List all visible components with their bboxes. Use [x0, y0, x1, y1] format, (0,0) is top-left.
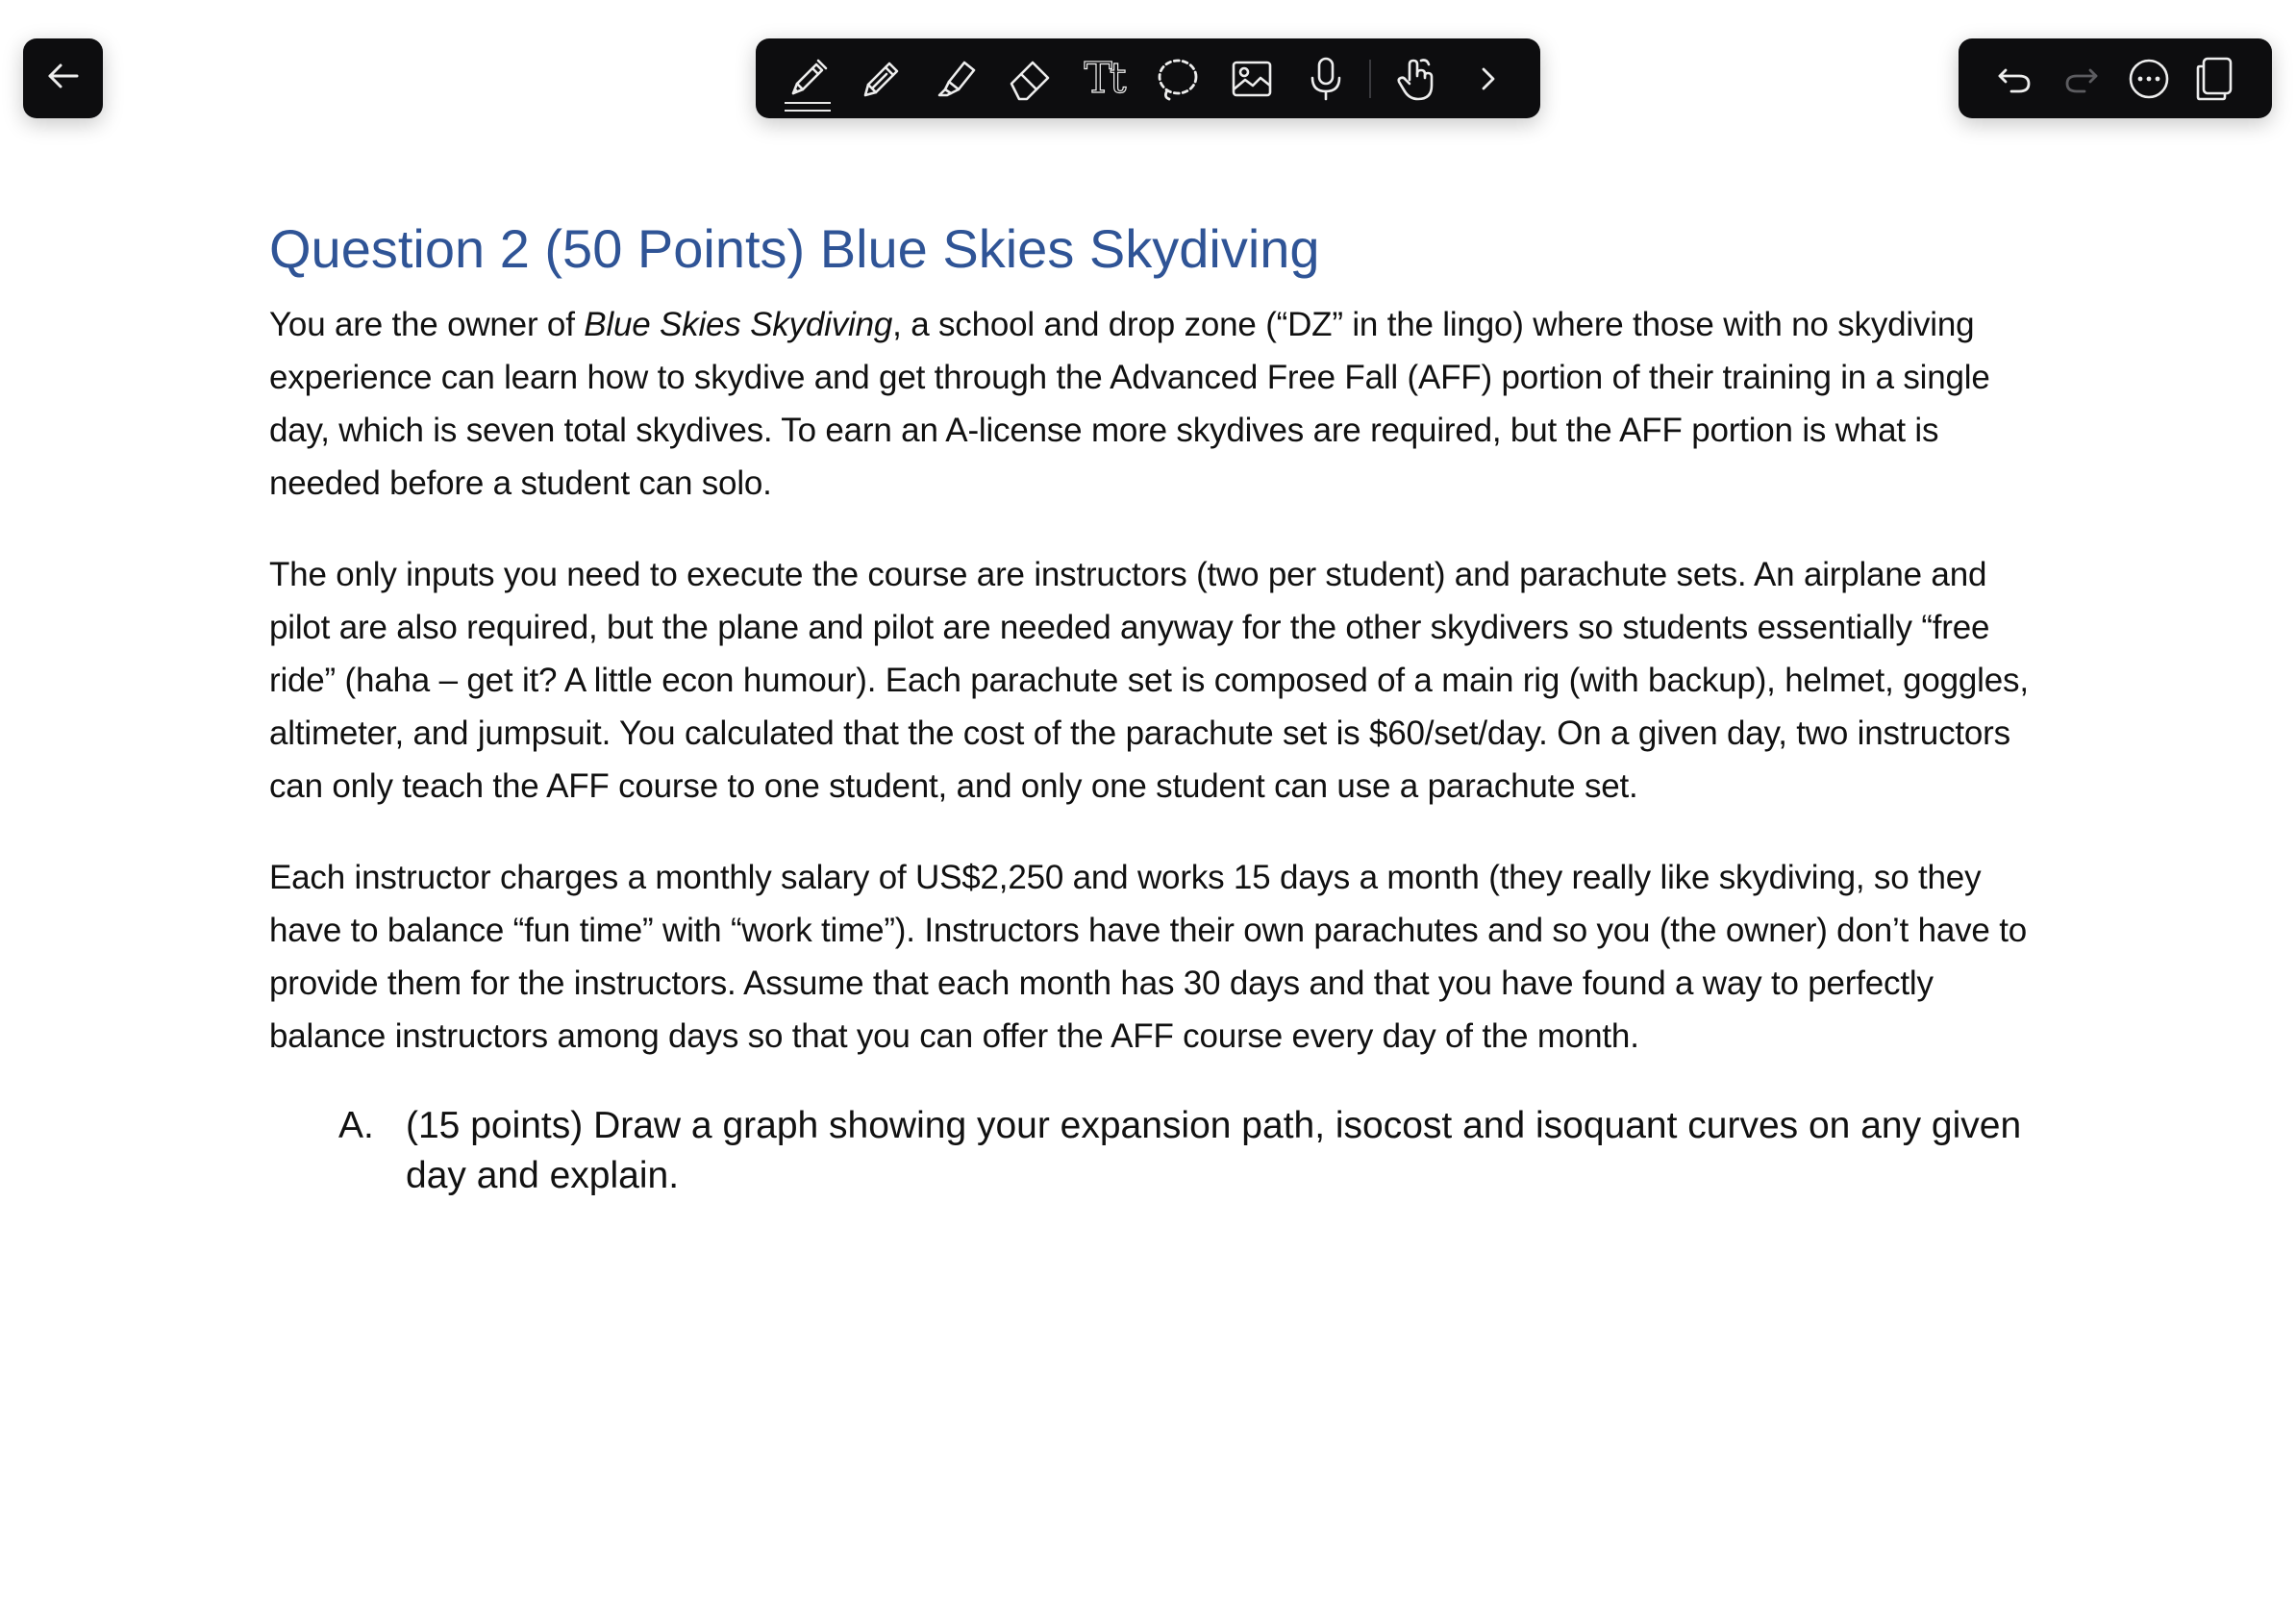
back-button[interactable] — [23, 38, 103, 118]
lasso-icon — [1154, 55, 1202, 103]
paragraph-2: The only inputs you need to execute the course are instructors (two per student) and parachute sets. An airplane and pilot are also required, but the plane and pilot are needed anyway for the other skydivers so students essentially “free ride” (haha – get it? A little econ humour). Each parachute set is composed of a main rig (with backup), helmet, goggles, altimeter, and jumpsuit. You calculated that the cost of the parachute set is $60/set/day. On a given day, two instructors can only teach the AFF course to one student, and only one student can use a parachute set. — [269, 555, 2029, 805]
highlighter-tool-button[interactable] — [925, 48, 986, 110]
eraser-tool-button[interactable] — [999, 48, 1061, 110]
touch-hand-icon — [1390, 55, 1438, 103]
image-icon — [1228, 55, 1276, 103]
lasso-tool-button[interactable] — [1147, 48, 1209, 110]
redo-button[interactable] — [2051, 48, 2112, 110]
undo-button[interactable] — [1984, 48, 2045, 110]
part-a-label: A. — [338, 1104, 374, 1146]
text-tool-icon: Tt — [1084, 53, 1124, 103]
arrow-left-icon — [44, 57, 83, 100]
part-a-text: (15 points) Draw a graph showing your expansion path, isocost and isoquant curves on any given day and explain. — [406, 1104, 2022, 1196]
drawing-toolbar — [756, 38, 1540, 118]
pages-button[interactable] — [2185, 48, 2247, 110]
part-a-item — [338, 1101, 2038, 1201]
image-tool-button[interactable] — [1221, 48, 1283, 110]
more-options-button[interactable] — [2118, 48, 2180, 110]
pen-tool-button[interactable] — [777, 48, 838, 110]
actions-toolbar — [1959, 38, 2272, 118]
toolbar-divider — [1369, 60, 1371, 98]
more-tools-button[interactable] — [1458, 48, 1519, 110]
microphone-tool-button[interactable] — [1295, 48, 1357, 110]
paragraph-3: Each instructor charges a monthly salary of US$2,250 and works 15 days a month (they really like skydiving, so they have to balance “fun time” with “work time”). Instructors have their own parachutes and so you (the owner) don’t have to provide them for the instructors. Assume that each month has 30 days and that you have found a way to perfectly balance instructors among days so that you can offer the AFF course every day of the month. — [269, 858, 2028, 1055]
more-circle-icon — [2125, 55, 2173, 103]
undo-icon — [1994, 59, 2034, 99]
question-title: Question 2 (50 Points) Blue Skies Skydiving — [269, 218, 1320, 279]
microphone-icon — [1302, 55, 1350, 103]
chevron-right-icon — [1472, 63, 1505, 95]
eraser-icon — [1006, 55, 1054, 103]
paragraph-1 — [269, 298, 2038, 510]
document-page — [269, 219, 2038, 1201]
business-name: Blue Skies Skydiving — [584, 305, 893, 343]
touch-tool-button[interactable] — [1384, 48, 1445, 110]
text-tool-button[interactable] — [1073, 48, 1135, 110]
highlighter-icon — [932, 55, 980, 103]
paragraph-1-start: You are the owner of — [269, 305, 585, 343]
pencil-icon — [858, 55, 906, 103]
paragraph-1-rest: , a school and drop zone (“DZ” in the lingo) where those with no skydiving experience can learn how to skydive and get through the Advanced Free Fall (AFF) portion of their training in a single day, which is seven total skydives. To earn an A-license more skydives are required, but the AFF portion is what is needed before a student can solo. — [269, 305, 1990, 502]
pencil-tool-button[interactable] — [851, 48, 912, 110]
pen-icon — [784, 55, 832, 103]
redo-icon — [2061, 59, 2102, 99]
pages-icon — [2192, 55, 2240, 103]
